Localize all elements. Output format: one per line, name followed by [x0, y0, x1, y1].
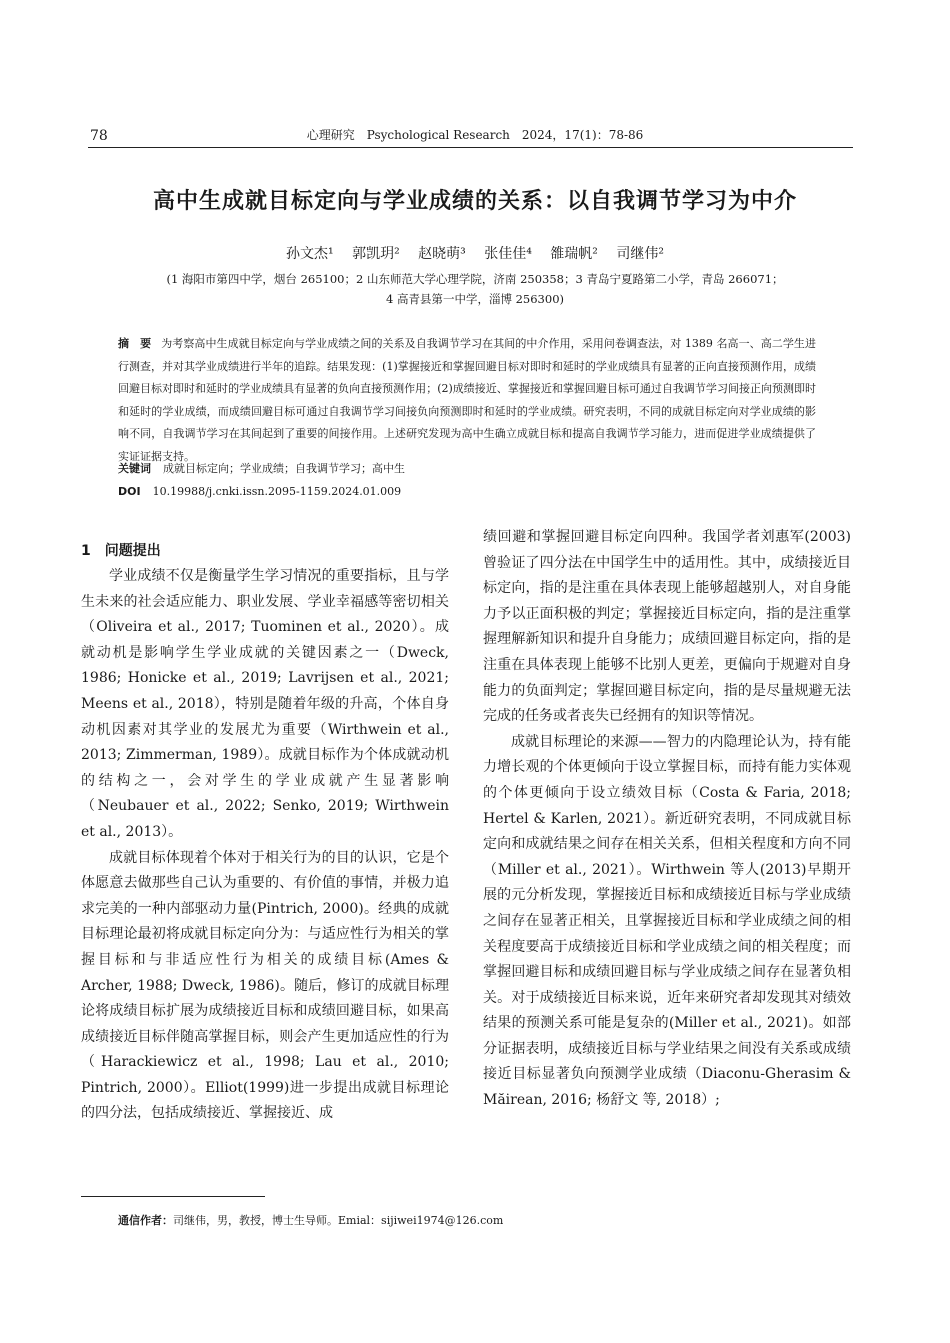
left-column [81, 564, 449, 1127]
paragraph: 成就目标体现着个体对于相关行为的目的认识，它是个体愿意去做那些自己认为重要的、有价值的事情，并极力追求完美的一种内部驱动力量(Pintrich, 2000)。经典的成就目标理论最初将成就目标定向分为：与适应性行为相关的掌握目标和与非适应性行为相关的成绩目标(Ames & Archer, 1988; Dweck, 1986)。随后，修订的成就目标理论将成绩目标扩展为成绩接近目标和成绩回避目标，如果高成绩接近目标伴随高掌握目标，则会产生更加适应性的行为（Harackiewicz et al., 1998; Lau et al., 2010; Pintrich, 2000）。Elliot(1999)进一步提出成就目标理论的四分法，包括成绩接近、掌握接近、成 [81, 849, 449, 1122]
doi-text: 10.19988/j.cnki.issn.2095-1159.2024.01.009 [152, 485, 402, 498]
paragraph: 成就目标理论的来源——智力的内隐理论认为，持有能力增长观的个体更倾向于设立掌握目标，而持有能力实体观的个体更倾向于设立绩效目标（Costa & Faria, 2018; Hertel & Karlen, 2021）。新近研究表明，不同成就目标定向和成就结果之间存在相关关系，但相关程度和方向不同（Miller et al., 2021）。Wirthwein 等人(2013)早期开展的元分析发现，掌握接近目标和成绩接近目标与学业成绩之间存在显著正相关，且掌握接近目标和学业成绩之间的相关程度要高于成绩接近目标和学业成绩之间的相关程度；而掌握回避目标和成绩回避目标与学业成绩之间存在显著负相关。对于成绩接近目标来说，近年来研究者却发现其对绩效结果的预测关系可能是复杂的(Miller et al., 2021)。如部分证据表明，成绩接近目标与学业结果之间没有关系或成绩接近目标显著负向预测学业成绩（Diaconu-Gherasim & Măirean, 2016; 杨舒文 等, 2018）; [483, 733, 851, 1109]
footnote-rule [81, 1196, 265, 1197]
section-heading: 1 问题提出 [81, 543, 161, 559]
doi [118, 485, 401, 498]
footnote-text: 司继伟，男，教授，博士生导师。Emial：sijiwei1974@126.com [173, 1214, 504, 1227]
keywords-label: 关键词 [118, 462, 151, 475]
running-head: 心理研究 Psychological Research 2024，17(1)：78-86 [306, 128, 644, 142]
affiliation-line-1: (1 海阳市第四中学，烟台 265100；2 山东师范大学心理学院，济南 250358；3 青岛宁夏路第二小学，青岛 266071； [166, 272, 784, 286]
footnote-label: 通信作者： [118, 1214, 173, 1227]
page-number: 78 [90, 128, 108, 144]
affiliation-line-2: 4 高青县第一中学，淄博 256300) [385, 292, 564, 306]
paper-title: 高中生成就目标定向与学业成绩的关系：以自我调节学习为中介 [152, 189, 797, 214]
keywords [118, 460, 405, 476]
paragraph: 学业成绩不仅是衡量学生学习情况的重要指标，且与学生未来的社会适应能力、职业发展、学业幸福感等密切相关（Oliveira et al., 2017; Tuominen et al., 2020）。成就动机是影响学生学业成就的关键因素之一（Dweck, 1986; Honicke et al., 2019; Lavrijsen et al., 2021; Meens et al., 2018），特别是随着年级的升高，个体自身动机因素对其学业的发展尤为重要（Wirthwein et al., 2013; Zimmerman, 1989）。成就目标作为个体成就动机的结构之一，会对学生的学业成就产生显著影响（Neubauer et al., 2022; Senko, 2019; Wirthwein et al., 2013）。 [81, 568, 449, 840]
footnote [118, 1212, 503, 1228]
doi-label: DOI [118, 485, 141, 498]
right-column [483, 525, 851, 1114]
abstract-text: 为考察高中生成就目标定向与学业成绩之间的关系及自我调节学习在其间的中介作用，采用问卷调查法，对 1389 名高一、高二学生进行测查，并对其学业成绩进行半年的追踪。结果发现：(1)掌握接近和掌握回避目标对即时和延时的学业成绩具有显著的正向直接预测作用，成绩回避目标对即时和延时的学业成绩具有显著的负向直接预测作用；(2)成绩接近、掌握接近和掌握回避目标可通过自我调节学习间接正向预测即时和延时的学业成绩，而成绩回避目标可通过自我调节学习间接负向预测即时和延时的学业成绩。研究表明，不同的成就目标定向对学业成绩的影响不同，自我调节学习在其间起到了重要的间接作用。上述研究发现为高中生确立成就目标和提高自我调节学习能力，进而促进学业成绩提供了实证证据支持。 [118, 337, 817, 463]
header-rule [88, 147, 853, 148]
keywords-text: 成就目标定向；学业成绩；自我调节学习；高中生 [163, 462, 405, 475]
abstract [118, 333, 816, 468]
paragraph: 绩回避和掌握回避目标定向四种。我国学者刘惠军(2003)曾验证了四分法在中国学生中的适用性。其中，成绩接近目标定向，指的是注重在具体表现上能够超越别人，对自身能力予以正面积极的判定；掌握接近目标定向，指的是注重掌握理解新知识和提升自身能力；成绩回避目标定向，指的是注重在具体表现上能够不比别人更差，更偏向于规避对自身能力的负面判定；掌握回避目标定向，指的是尽量规避无法完成的任务或者丧失已经拥有的知识等情况。 [483, 529, 851, 725]
abstract-label: 摘 要 [118, 337, 152, 350]
author-list: 孙文杰¹ 郭凯玥² 赵晓萌³ 张佳佳⁴ 雒瑞帆² 司继伟² [286, 246, 664, 262]
